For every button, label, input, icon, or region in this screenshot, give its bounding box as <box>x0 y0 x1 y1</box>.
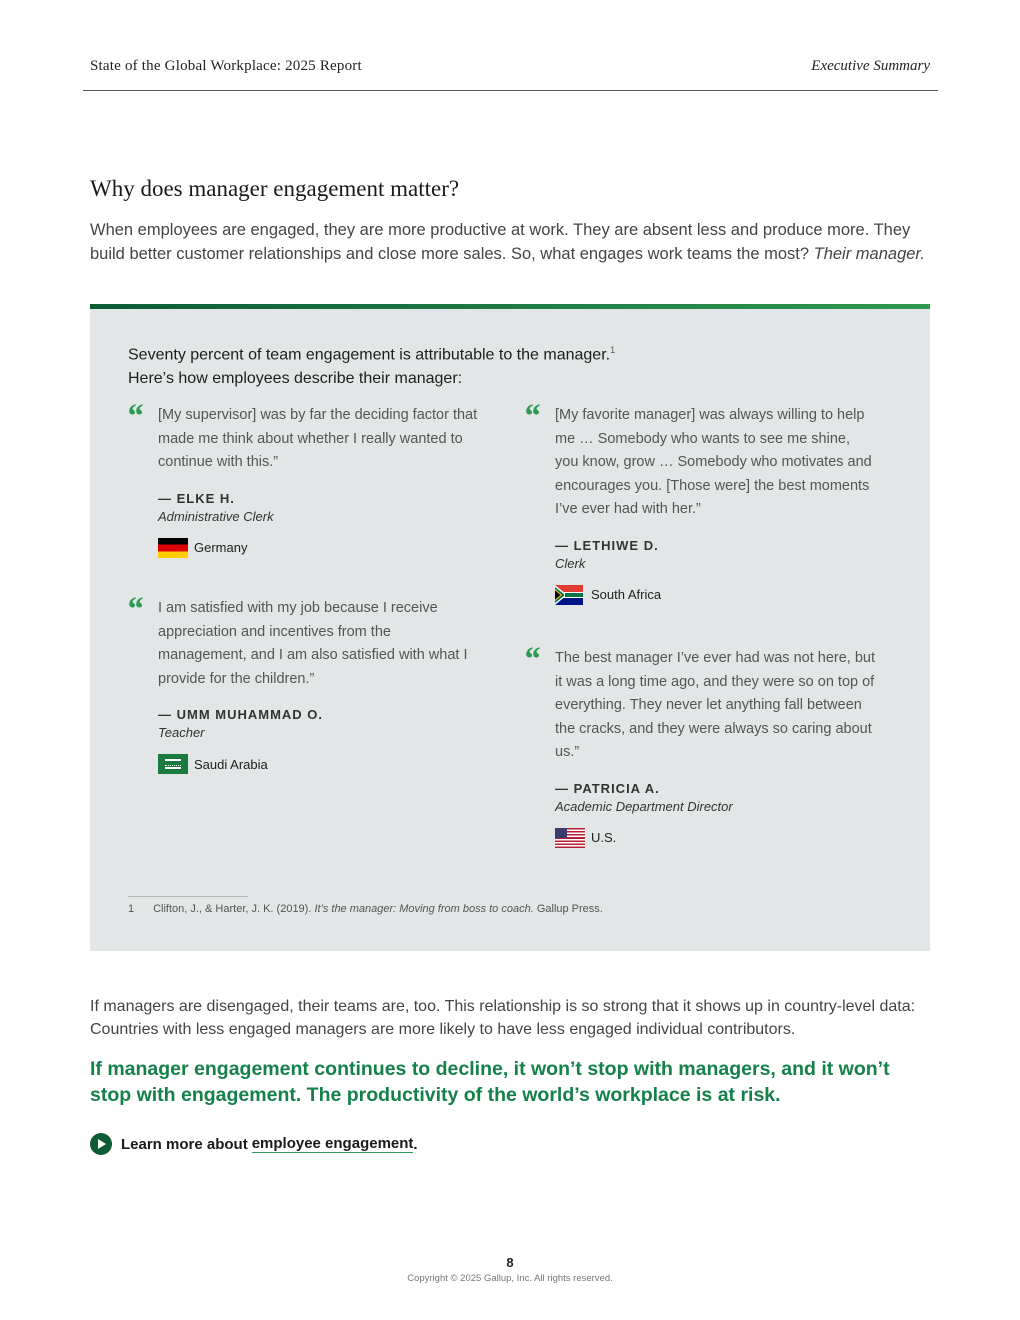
quote-country <box>158 538 478 558</box>
quote-text: The best manager I’ve ever had was not here, but it was a long time ago, and they were so on top of everything. They never let anything fall between the cracks, and they were always so caring about us.” <box>555 650 875 760</box>
quote-role: Academic Department Director <box>555 798 733 814</box>
quote-card <box>523 398 875 605</box>
quote-author: — UMM MUHAMMAD O. <box>158 707 324 722</box>
quote-author: — PATRICIA A. <box>555 780 660 796</box>
quote-mark-icon: “ <box>523 398 540 435</box>
page-number: 8 <box>506 1255 514 1270</box>
callout-statement: If manager engagement continues to decline, it won’t stop with managers, and it won’t stop with engagement. The productivity of the world’s workplace is at risk. <box>90 1058 890 1106</box>
quote-country <box>158 754 478 774</box>
intro-emphasis: Their manager. <box>813 245 925 263</box>
intro-paragraph <box>90 218 940 266</box>
learn-more-row <box>90 1133 418 1155</box>
quote-text: I am satisfied with my job because I receive appreciation and incentives from the management, and I am also satisfied with what I provide for the children.” <box>158 600 468 687</box>
panel-lead-line1: Seventy percent of team engagement is attributable to the manager. <box>128 346 611 364</box>
germany-flag-icon <box>158 538 188 558</box>
quote-role: Administrative Clerk <box>158 508 274 524</box>
saudi-arabia-flag-icon <box>158 754 188 774</box>
page-heading: Why does manager engagement matter? <box>90 176 460 201</box>
section-title: Executive Summary <box>811 58 930 74</box>
quote-card <box>126 398 478 558</box>
quote-mark-icon: “ <box>126 398 143 435</box>
quote-text: [My supervisor] was by far the deciding factor that made me think about whether I really wanted to continue with this.” <box>158 407 478 470</box>
learn-more-suffix: . <box>413 1135 418 1153</box>
footnote-text: Clifton, J., & Harter, J. K. (2019). <box>153 903 312 915</box>
us-flag-icon <box>555 828 585 848</box>
learn-more-prefix: Learn more about <box>121 1135 248 1153</box>
report-title: State of the Global Workplace: 2025 Report <box>90 58 362 74</box>
quote-role: Clerk <box>555 555 586 571</box>
panel-lead <box>128 338 828 391</box>
employee-engagement-link[interactable]: employee engagement <box>251 1135 414 1152</box>
footnote-number: 1 <box>128 903 135 915</box>
footnote-publisher: Gallup Press. <box>536 903 603 915</box>
header-divider <box>83 90 938 91</box>
country-label: South Africa <box>591 587 662 602</box>
quote-mark-icon: “ <box>126 591 143 628</box>
quote-mark-icon: “ <box>523 641 540 678</box>
quotes-panel <box>90 304 930 951</box>
quote-country <box>555 828 875 848</box>
footnote-divider <box>128 896 248 897</box>
quote-role: Teacher <box>158 725 205 740</box>
intro-text: When employees are engaged, they are more productive at work. They are absent less and produce more. They build better customer relationships and close more sales. So, what engages work teams the most? <box>90 221 911 263</box>
quote-country <box>555 585 875 605</box>
panel-lead-line2: Here’s how employees describe their manager: <box>128 370 463 388</box>
country-label: U.S. <box>591 830 617 845</box>
quote-text: [My favorite manager] was always willing to help me … Somebody who wants to see me shine, you know, grow … Somebody who motivates and encourages you. [Those were] the best moments I’ve ever had with her.” <box>555 407 872 517</box>
country-label: Saudi Arabia <box>194 756 268 772</box>
footnote-title: It’s the manager: Moving from boss to coach. <box>314 903 534 915</box>
panel-accent-bar <box>90 304 930 309</box>
footnote-ref: 1 <box>610 345 616 355</box>
quote-author: — ELKE H. <box>158 490 235 506</box>
quote-author: — LETHIWE D. <box>555 537 659 553</box>
play-icon[interactable] <box>90 1133 112 1155</box>
country-label: Germany <box>194 540 248 555</box>
footnote <box>128 903 603 915</box>
copyright: Copyright © 2025 Gallup, Inc. All rights reserved. <box>407 1273 613 1284</box>
quote-card <box>523 641 875 848</box>
south-africa-flag-icon <box>555 585 585 605</box>
quote-card <box>126 591 478 774</box>
body-paragraph: If managers are disengaged, their teams are, too. This relationship is so strong that it shows up in country-level data: Countries with less engaged managers are more likely to have less engaged individual contributors. <box>90 998 916 1038</box>
